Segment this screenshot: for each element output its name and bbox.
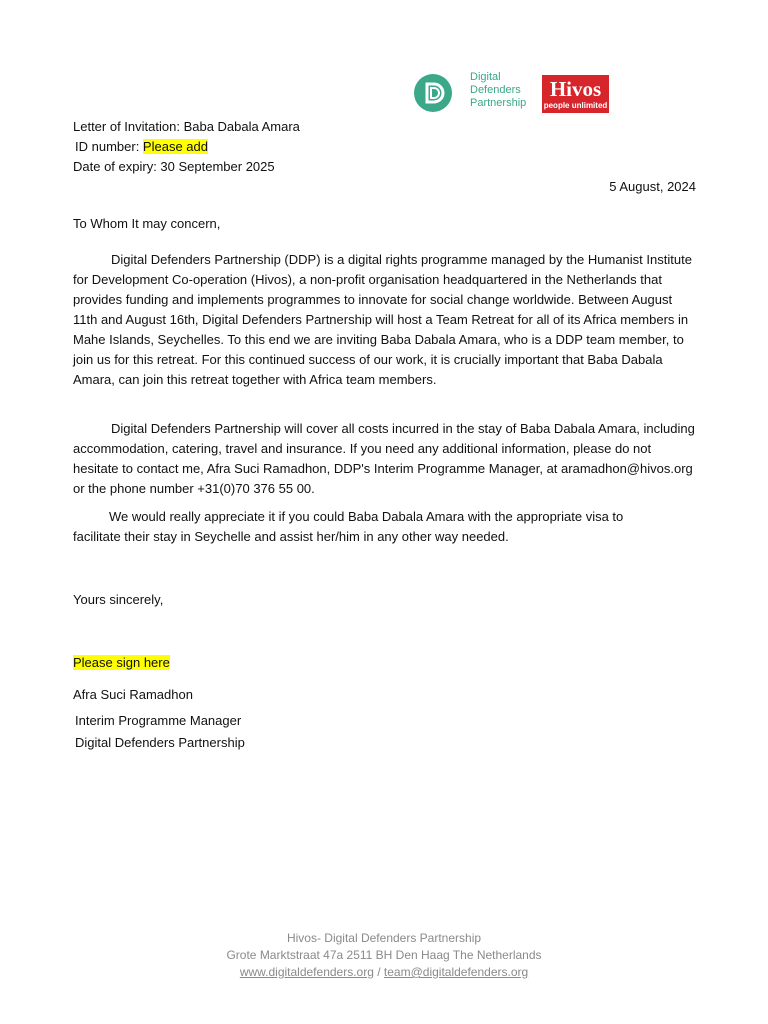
- letter-subject: Letter of Invitation: Baba Dabala Amara: [73, 119, 300, 134]
- expiry-date: Date of expiry: 30 September 2025: [73, 159, 275, 174]
- signatory-name: Afra Suci Ramadhon: [73, 687, 193, 702]
- footer-address-line: Grote Marktstraat 47a 2511 BH Den Haag The Netherlands: [226, 948, 542, 962]
- footer-links: [0, 964, 768, 981]
- footer-email-link[interactable]: team@digitaldefenders.org: [383, 965, 529, 979]
- footer-link-separator: /: [373, 965, 384, 979]
- ddp-logo-line-1: Digital: [470, 71, 501, 83]
- closing-sincerely: Yours sincerely,: [73, 592, 164, 607]
- id-number-label: ID number:: [75, 139, 143, 154]
- id-number-value: Please add: [142, 139, 208, 154]
- letter-date: 5 August, 2024: [609, 179, 696, 194]
- paragraph-3: We would really appreciate it if you could Baba Dabala Amara with the appropriate visa to facilitate their stay in Seychelle and assist her/him in any other way needed.: [73, 509, 624, 544]
- hivos-logo: [542, 75, 609, 113]
- footer: [0, 930, 768, 981]
- paragraph-2: Digital Defenders Partnership will cover all costs incurred in the stay of Baba Dabala Amara, including accommodation, catering, travel and insurance. If you need any additional information, please do not hesitate to contact me, Afra Suci Ramadhon, DDP's Interim Programme Manager, at aramadhon@hivos.org or the phone number +31(0)70 376 55 00.: [73, 421, 695, 496]
- ddp-logo-line-2: Defenders: [470, 84, 521, 96]
- signature-placeholder-text: Please sign here: [73, 655, 170, 670]
- ddp-logo-mark-icon: [413, 73, 453, 113]
- id-number-line: [75, 137, 208, 157]
- footer-org-line: Hivos- Digital Defenders Partnership: [286, 931, 482, 945]
- signature-placeholder: [73, 653, 170, 673]
- paragraph-1: Digital Defenders Partnership (DDP) is a digital rights programme managed by the Humanist Institute for Development Co-operation (Hivos), a non-profit organisation headquartered in the Netherlands that provides funding and implements programmes to innovate for social change worldwide. Between August 11th and August 16th, Digital Defenders Partnership will host a Team Retreat for all of its Africa members in Mahe Islands, Seychelles. To this end we are inviting Baba Dabala Amara, who is a DDP team member, to join us for this retreat. For this continued success of our work, it is crucially important that Baba Dabala Amara, can join this retreat together with Africa team members.: [73, 252, 692, 387]
- footer-website-link[interactable]: www.digitaldefenders.org: [239, 965, 374, 979]
- signatory-organisation: Digital Defenders Partnership: [75, 735, 245, 750]
- hivos-logo-tagline: people unlimited: [543, 101, 608, 110]
- hivos-logo-name: Hivos: [549, 77, 602, 101]
- signatory-title: Interim Programme Manager: [75, 713, 242, 728]
- ddp-logo: [413, 71, 538, 113]
- ddp-logo-line-3: Partnership: [470, 97, 527, 109]
- salutation: To Whom It may concern,: [73, 216, 221, 231]
